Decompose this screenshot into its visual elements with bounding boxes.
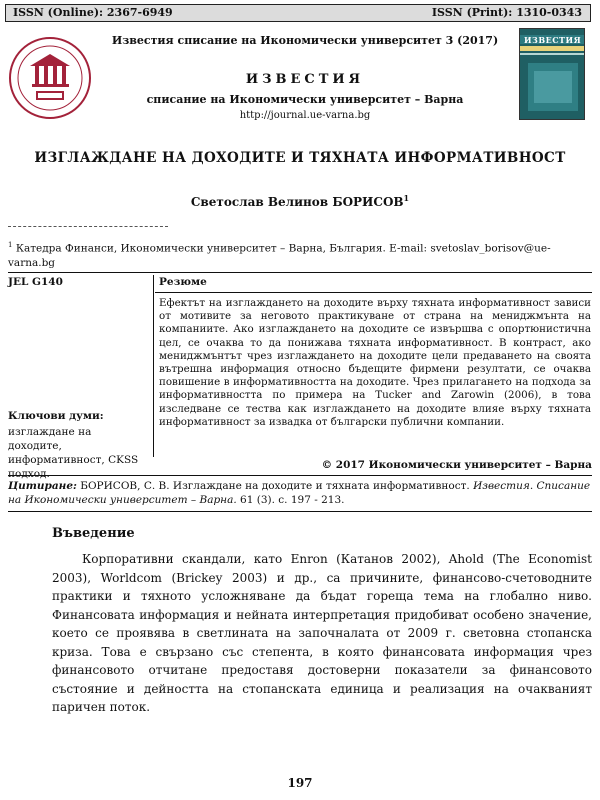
cover-title: ИЗВЕСТИЯ: [524, 35, 582, 45]
meta-column-divider: [153, 275, 154, 457]
abstract-label-rule: [155, 292, 592, 293]
author-footnote-mark: 1: [403, 193, 410, 203]
keywords-text: изглаждане на доходите, информативност, CKSS подход.: [8, 426, 139, 480]
abstract-text: Ефектът на изглаждането на доходите върху тяхната информативност зависи от мотивите за неговото практикуване от страна на мениджмънта на компаниите. Ако изглаждането на доходите се извършва с опортюнистична цел, се очаква то да понижава тяхната информативност. В контраст, ако мениджмънтът чрез изглаждането на доходите цели предаването на своята вътрешна информация относно бъдещите фирмени резултати, се очаква повишение в информативността на доходите. Чрез прилагането на подхода за информативността по примера на Tucker and Zarowin (2006), в това изследване се тества как изглаждането на доходите влияе върху тяхната информативност за извадка от български публични компании.: [159, 297, 591, 428]
body-paragraph: Корпоративни скандали, като Enron (Катанов 2002), Ahold (The Economist 2003), Worldcom (Brickey 2003) и др., са причините, финансово-счетоводните практики и тяхното усложняване да бъдат гореща тема на глобално ниво. Финансовата информация и нейната интерпретация придобиват особено значение, което се проявява в светлината на започналата от 2009 г. световна стопанска криза. Това е свързано със степента, в която финансовата информация чрез финансовото отчитане предоставя достоверни показатели за финансовото състояние и дейността на стопанската единица и реализация на очакваният паричен поток.: [52, 552, 592, 714]
journal-url[interactable]: http://journal.ue-varna.bg: [239, 110, 371, 121]
issn-bar: [5, 4, 591, 22]
citation-top-rule: [8, 475, 592, 476]
journal-line: Известия списание на Икономически университет 3 (2017): [111, 34, 499, 47]
keywords-label: Ключови думи:: [8, 410, 104, 422]
issn-online: ISSN (Online): 2367-6949: [13, 6, 173, 19]
abstract-label: Резюме: [159, 276, 207, 288]
meta-top-rule: [8, 272, 592, 273]
article-title: ИЗГЛАЖДАНЕ НА ДОХОДИТЕ И ТЯХНАТА ИНФОРМАТИВНОСТ: [34, 150, 566, 166]
citation-block: Цитиране: БОРИСОВ, С. В. Изглаждане на доходите и тяхната информативност. Известия. Списание на Икономически университет – Варна. 61 (3). с. 197 - 213.: [8, 480, 591, 506]
footnote-divider: [8, 226, 168, 227]
university-seal-logo: [8, 36, 92, 120]
author-affiliation-footnote: $^1$ Катедра Финанси, Икономически университет – Варна, България. E-mail: svetoslav_borisov@ue-varna.bg: [8, 241, 551, 269]
citation-label: Цитиране:: [8, 480, 77, 492]
issn-print: ISSN (Print): 1310-0343: [431, 6, 582, 19]
article-author: Светослав Велинов БОРИСОВ$^1$: [190, 193, 410, 209]
journal-subtitle: списание на Икономически университет – Варна: [146, 93, 464, 106]
journal-name: ИЗВЕСТИЯ: [245, 72, 365, 87]
page-number: 197: [287, 776, 313, 790]
jel-code: JEL G140: [8, 276, 63, 288]
section-heading: Въведение: [52, 526, 135, 541]
copyright-notice: © 2017 Икономически университет – Варна: [321, 459, 592, 471]
citation-bottom-rule: [8, 511, 592, 512]
journal-cover-image: [519, 28, 585, 120]
